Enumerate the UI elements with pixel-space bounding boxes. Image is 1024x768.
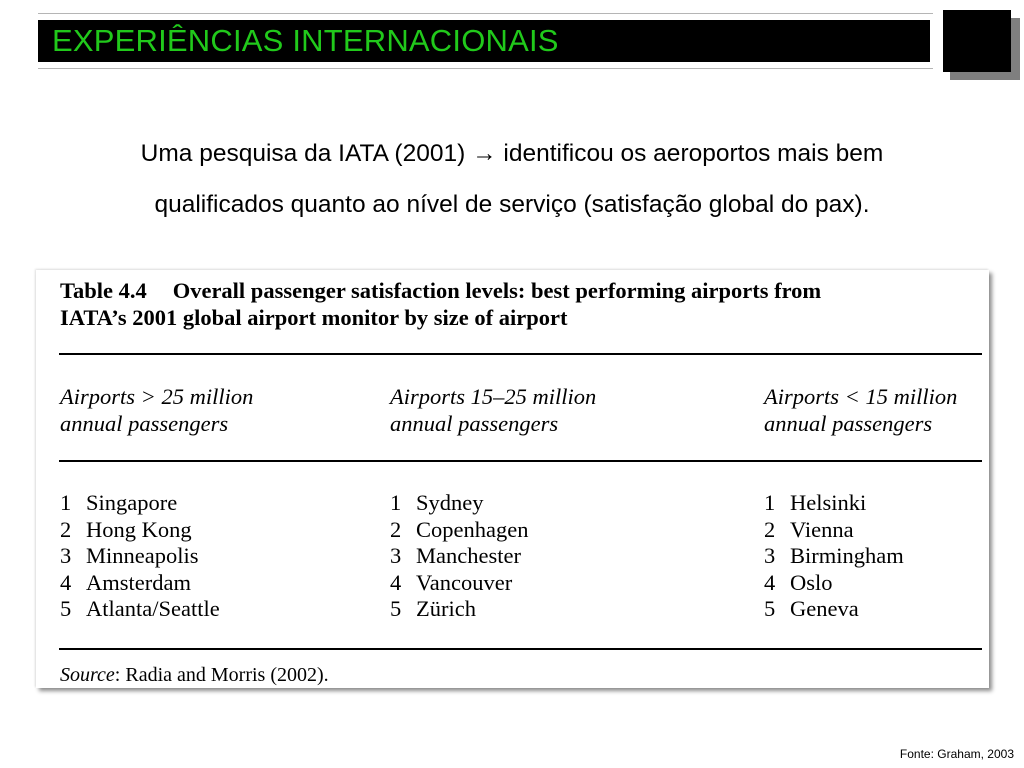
intro-text <box>40 128 984 230</box>
rank-number: 2 <box>764 516 776 542</box>
rank-number: 1 <box>60 490 72 515</box>
column-header-line-1: Airports 15–25 million <box>390 384 597 409</box>
rank-number: 1 <box>390 490 402 515</box>
source-text: : Radia and Morris (2002). <box>114 664 329 686</box>
airport-name: Minneapolis <box>86 543 199 568</box>
slide-title: EXPERIÊNCIAS INTERNACIONAIS <box>38 20 930 62</box>
column-header-line-2: annual passengers <box>390 411 559 436</box>
table-source <box>60 662 329 688</box>
column-header-line-1: Airports > 25 million <box>60 384 254 409</box>
table-row <box>390 490 528 517</box>
column-header-line-2: annual passengers <box>60 411 229 436</box>
table-caption <box>60 277 960 331</box>
airport-list-medium <box>390 490 528 623</box>
table-row <box>60 490 220 517</box>
arrow-right-icon: → <box>472 140 497 167</box>
source-label: Source <box>60 664 115 686</box>
column-header-line-1: Airports < 15 million <box>764 384 958 409</box>
intro-line-2: qualificados quanto ao nível de serviço (satisfação global do pax). <box>154 191 870 218</box>
table-caption-line-1 <box>60 277 960 304</box>
rank-number: 5 <box>60 596 72 621</box>
column-header-medium <box>390 383 596 437</box>
rank-number: 3 <box>764 543 776 568</box>
table-caption-line-2: IATA’s 2001 global airport monitor by size of airport <box>60 305 568 330</box>
title-top-rule <box>38 13 933 14</box>
rank-number: 4 <box>764 569 776 595</box>
rank-number: 4 <box>60 569 72 595</box>
intro-line-1-start: Uma pesquisa da IATA (2001) <box>140 140 466 167</box>
table-row <box>390 517 528 544</box>
airport-name: Copenhagen <box>416 516 529 542</box>
table-rule-header <box>59 460 982 462</box>
intro-line-1-end: identificou os aeroportos mais bem <box>503 140 884 167</box>
column-header-small <box>764 383 957 437</box>
airport-name: Oslo <box>790 569 833 595</box>
table-image-frame <box>36 270 989 688</box>
rank-number: 5 <box>390 596 402 621</box>
rank-number: 3 <box>390 543 402 568</box>
column-header-large <box>60 383 253 437</box>
title-bottom-rule <box>38 68 933 69</box>
rank-number: 2 <box>390 516 402 542</box>
airport-name: Hong Kong <box>86 516 192 542</box>
rank-number: 4 <box>390 569 402 595</box>
table-row <box>390 570 528 597</box>
table-row <box>60 570 220 597</box>
table-row <box>390 596 528 623</box>
table-rule-bottom <box>59 648 982 650</box>
airport-name: Vienna <box>790 516 854 542</box>
table-rule-top <box>59 353 982 355</box>
table-row <box>764 570 904 597</box>
airport-name: Birmingham <box>790 543 904 568</box>
airport-name: Atlanta/Seattle <box>86 596 220 621</box>
column-header-line-2: annual passengers <box>764 411 933 436</box>
rank-number: 2 <box>60 516 72 542</box>
table-row <box>764 596 904 623</box>
table-row <box>60 517 220 544</box>
airport-name: Geneva <box>790 596 859 621</box>
table-row <box>390 543 528 570</box>
footer-credit: Fonte: Graham, 2003 <box>899 747 1014 761</box>
airport-name: Zürich <box>416 596 476 621</box>
table-row <box>60 596 220 623</box>
airport-name: Helsinki <box>790 490 867 515</box>
airport-name: Manchester <box>416 543 521 568</box>
airport-name: Sydney <box>416 490 484 515</box>
table-row <box>764 517 904 544</box>
airport-name: Singapore <box>86 490 178 515</box>
airport-list-large <box>60 490 220 623</box>
table-row <box>60 543 220 570</box>
rank-number: 5 <box>764 596 776 621</box>
rank-number: 3 <box>60 543 72 568</box>
intro-line-1 <box>40 128 984 179</box>
airport-list-small <box>764 490 904 623</box>
airport-name: Amsterdam <box>86 569 191 595</box>
table-row <box>764 490 904 517</box>
table-caption-text-1: Overall passenger satisfaction levels: best performing airports from <box>172 278 822 303</box>
rank-number: 1 <box>764 490 776 515</box>
table-row <box>764 543 904 570</box>
corner-box <box>943 10 1011 72</box>
table-caption-id: Table 4.4 <box>60 278 147 303</box>
airport-name: Vancouver <box>416 569 513 595</box>
